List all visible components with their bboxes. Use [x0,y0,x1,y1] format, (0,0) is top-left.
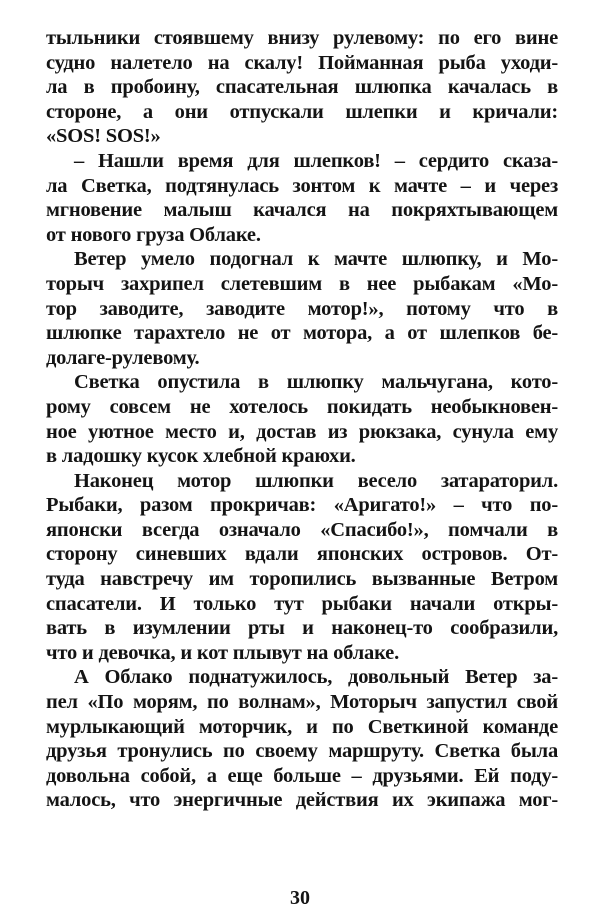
text-line: долаге-рулевому. [46,346,200,369]
text-line: вать в изумлении рты и наконец-то сообразили, [46,617,558,640]
text-line: от нового груза Облаке. [46,223,261,246]
text-line: Наконец мотор шлюпки весело затараторил. [74,469,558,492]
text-line: судно налетело на скалу! Пойманная рыба уходи- [46,51,558,74]
text-line: японски всегда означало «Спасибо!», помчали в [46,518,558,541]
text-line: мгновение малыш качался на покряхтывающем [46,199,558,222]
text-line: довольна собой, а еще больше – друзьями. Ей поду- [46,764,558,787]
text-line: тыльники стоявшему внизу рулевому: по его вине [46,27,558,49]
text-line: ное уютное место и, достав из рюкзака, сунула ему [46,420,558,443]
text-line: спасатели. И только тут рыбаки начали откры- [46,592,558,615]
text-line: Ветер умело подогнал к мачте шлюпку, и Мо- [74,248,558,271]
text-line: шлюпке тарахтело не от мотора, а от шлепков бе- [46,322,558,345]
text-line: «SOS! SOS!» [46,125,161,148]
text-line: Рыбаки, разом прокричав: «Аригато!» – что по- [46,494,558,517]
text-line: сторону синевших вдали японских островов. От- [46,543,558,566]
text-line: тор заводите, заводите мотор!», потому что в [46,297,558,320]
text-line: мурлыкающий моторчик, и по Светкиной команде [46,715,558,738]
text-line: Светка опустила в шлюпку мальчугана, кото- [74,371,558,394]
page-text [46,26,558,813]
text-line: друзья тронулись по своему маршруту. Светка была [46,740,558,763]
page-number: 30 [290,887,310,909]
text-line: А Облако поднатужилось, довольный Ветер за- [74,666,558,689]
text-line: пел «По морям, по волнам», Моторыч запустил свой [46,691,558,714]
text-line: торыч захрипел слетевшим в нее рыбакам «Мо- [46,272,558,295]
text-line: рому совсем не хотелось покидать необыкновен- [46,395,558,418]
text-line: – Нашли время для шлепков! – сердито сказа- [74,149,558,172]
text-line: в ладошку кусок хлебной краюхи. [46,445,356,468]
text-line: малось, что энергичные действия их экипажа мог- [46,789,558,812]
text-line: стороне, а они отпускали шлепки и кричали: [46,100,558,123]
text-line: туда навстречу им торопились вызванные Ветром [46,568,558,591]
text-line: что и девочка, и кот плывут на облаке. [46,641,399,664]
text-line: ла Светка, подтянулась зонтом к мачте – и через [46,174,558,197]
text-line: ла в пробоину, спасательная шлюпка качалась в [46,76,558,99]
